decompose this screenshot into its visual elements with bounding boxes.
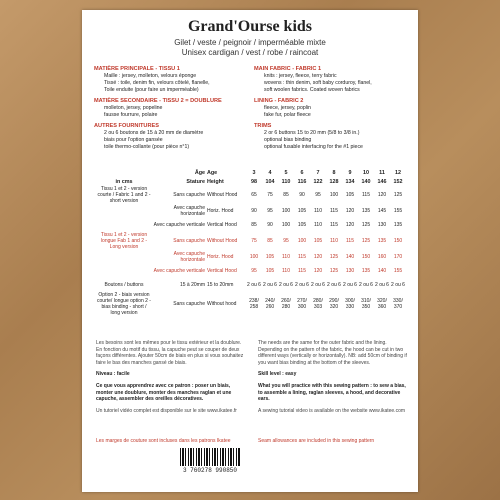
main-fabric-line: Tissé : toile, denim fin, velours côtelé, flanelle,	[104, 80, 210, 86]
value-cell: 85	[283, 192, 289, 198]
value-cell: 110	[314, 208, 322, 214]
value-cell: 100	[297, 238, 307, 244]
value-cell: 125	[361, 222, 371, 228]
value-cell: 105	[265, 254, 275, 260]
value-cell: 115	[330, 222, 338, 228]
height-cell: 152	[393, 178, 403, 185]
fabrics-fr	[94, 66, 244, 151]
age-label-en: Age	[207, 169, 218, 176]
value-cell: 105	[313, 238, 323, 244]
value-cell: 115	[330, 208, 338, 214]
value-cell: 105	[345, 192, 355, 198]
value-cell: 110	[314, 222, 322, 228]
lining-line: fake fur, polar fleece	[264, 112, 311, 118]
age-cell: 10	[363, 169, 369, 176]
row-option-fr: Sans capuche	[173, 192, 205, 198]
value-cell: 105	[297, 222, 307, 228]
main-fabric-line: soft woolen fabrics. Coated woven fabrics	[264, 87, 360, 93]
value-cell: 100	[281, 208, 291, 214]
fabrics-en	[254, 66, 412, 151]
second-fabric-line: fausse fourrure, polaire	[104, 112, 158, 118]
height-cell: 122	[313, 178, 323, 185]
value-cell: 2 ou 6	[375, 282, 389, 288]
lining-line: fleece, jersey, poplin	[264, 105, 311, 111]
value-cell: 100	[281, 222, 291, 228]
value-cell: 120	[345, 222, 355, 228]
notes-paragraph-fr: Les besoins sont les mêmes pour le tissu extérieur et la doublure. En fonction du motif du tissu, la capuche peut se couper de deux façons différentes. Ajouter 50cm de biais en plus si vous souhaitez faire le bas des manches gansé de biais.	[96, 340, 244, 366]
value-cell: 95	[251, 268, 257, 274]
notes-fr	[96, 340, 246, 414]
value-cell: 110	[282, 268, 290, 274]
value-cell: 105	[265, 268, 275, 274]
value-cell: 125	[393, 192, 403, 198]
value-cell: 2 ou 6	[247, 282, 261, 288]
trims-line: 2 or 6 buttons 15 to 20 mm (5/8 to 3/8 in.)	[264, 130, 360, 136]
value-cell: 2 ou 6	[359, 282, 373, 288]
second-fabric-line: molleton, jersey, popeline	[104, 105, 163, 111]
pattern-title: Grand'Ourse kids	[187, 18, 313, 35]
age-cell: 7	[316, 169, 320, 176]
skill-level-en: Skill level : easy	[258, 371, 297, 378]
age-cell: 12	[395, 169, 401, 176]
subtitle-en: Unisex cardigan / vest / robe / raincoat	[181, 48, 319, 57]
table-row	[96, 292, 406, 316]
value-cell: 130	[377, 222, 387, 228]
value-cell: 135	[361, 268, 371, 274]
value-cell: 330/ 370	[393, 298, 403, 310]
row-option-fr: Avec capuche verticale	[153, 222, 205, 228]
seam-note-fr: Les marges de couture sont incluses dans les patrons Ikatee	[96, 438, 231, 444]
row-option-en: Without Hood	[207, 238, 238, 244]
value-cell: 95	[267, 208, 273, 214]
value-cell: 160	[377, 254, 387, 260]
value-cell: 260/ 280	[281, 298, 291, 310]
main-fabric-line: wovens : thin denim, soft baby corduroy, flanel,	[264, 80, 372, 86]
row-group-label: Tissu 1 et 2 - version longue Fab 1 and 2 - Long version	[100, 232, 148, 250]
value-cell: 150	[393, 238, 403, 244]
value-cell: 95	[315, 192, 321, 198]
second-fabric-heading-fr: MATIÈRE SECONDAIRE - TISSU 2 = DOUBLURE	[94, 98, 222, 104]
row-option-fr: Sans capuche	[173, 238, 205, 244]
value-cell: 240/ 260	[265, 298, 275, 310]
row-option-fr: Avec capuche horizontale	[173, 251, 205, 263]
row-group-label	[96, 250, 152, 264]
row-group-label	[96, 264, 152, 278]
row-group-label	[96, 218, 152, 232]
value-cell: 320/ 360	[377, 298, 387, 310]
age-cell: 4	[268, 169, 272, 176]
value-cell: 115	[346, 238, 354, 244]
table-row	[96, 250, 406, 264]
value-cell: 65	[251, 192, 257, 198]
value-cell: 2 ou 6	[295, 282, 309, 288]
table-row	[96, 264, 406, 278]
other-supply-line: toile thermo-collante (pour pièce n°1)	[104, 144, 190, 150]
table-header-age	[96, 168, 406, 177]
value-cell: 85	[267, 238, 273, 244]
value-cell: 100	[249, 254, 259, 260]
value-cell: 105	[297, 208, 307, 214]
value-cell: 150	[361, 254, 371, 260]
value-cell: 238/ 258	[249, 298, 259, 310]
learn-text-fr: Ce que vous apprendrez avec ce patron : poser un biais, monter une doublure, monter des manches raglan et une capuche, assembler des oreilles décoratives.	[96, 382, 232, 403]
notes-paragraph-en: The needs are the same for the outer fabric and the lining. Depending on the pattern of the fabric, the hood can be cut in two different ways (vertically or horizontally). NB: add 50cm of binding if you want bias binding at the bottom of the sleeves.	[258, 340, 407, 366]
table-header-height	[96, 177, 406, 186]
row-group-label: Option 2 - biais version courte/ longue option 2 - bias binding - short / long version	[97, 292, 151, 316]
row-option-fr: Avec capuche verticale	[153, 268, 205, 274]
value-cell: 155	[393, 208, 403, 214]
fabric-requirements-table	[96, 168, 406, 316]
value-cell: 120	[345, 208, 355, 214]
age-cell: 3	[252, 169, 256, 176]
value-cell: 100	[329, 192, 339, 198]
value-cell: 125	[329, 268, 339, 274]
value-cell: 110	[330, 238, 338, 244]
row-option-en: 15 to 20mm	[207, 282, 234, 288]
stature-label-fr: Stature	[186, 178, 205, 185]
age-cell: 8	[332, 169, 336, 176]
row-group-label: Boutons / buttons	[104, 282, 144, 288]
value-cell: 115	[298, 254, 306, 260]
row-option-en: Horiz. Hood	[207, 208, 234, 214]
value-cell: 110	[282, 254, 290, 260]
video-text-en: A sewing tutorial video is available on the website www.ikatee.com	[258, 407, 406, 414]
lining-heading-en: LINING - FABRIC 2	[254, 98, 304, 104]
unit-label: in cms	[115, 178, 133, 185]
value-cell: 290/ 320	[329, 298, 339, 310]
value-cell: 155	[393, 268, 403, 274]
height-cell: 116	[297, 178, 307, 185]
other-supplies-heading-fr: AUTRES FOURNITURES	[94, 123, 159, 129]
age-cell: 6	[300, 169, 304, 176]
row-option-en: Vertical Hood	[207, 222, 237, 228]
row-option-en: Without Hood	[207, 192, 238, 198]
value-cell: 140	[377, 268, 387, 274]
height-cell: 104	[265, 178, 275, 185]
row-option-en: Without hood	[207, 301, 237, 307]
table-row	[96, 204, 406, 218]
notes-en	[258, 340, 408, 414]
table-row	[96, 232, 406, 250]
value-cell: 95	[283, 238, 289, 244]
learn-text-en: What you will practice with this sewing pattern : to sew a bias, to assemble a lining, raglan sleeves, a hood, and decorative ears.	[258, 382, 406, 403]
value-cell: 90	[251, 208, 257, 214]
height-cell: 128	[329, 178, 339, 185]
value-cell: 130	[345, 268, 355, 274]
age-cell: 9	[348, 169, 352, 176]
row-option-en: Vertical Hood	[207, 268, 237, 274]
value-cell: 2 ou 6	[391, 282, 405, 288]
value-cell: 120	[313, 254, 323, 260]
value-cell: 90	[299, 192, 305, 198]
value-cell: 170	[393, 254, 403, 260]
value-cell: 125	[329, 254, 339, 260]
value-cell: 120	[377, 192, 387, 198]
value-cell: 270/ 300	[297, 298, 307, 310]
age-cell: 11	[379, 169, 385, 176]
row-option-fr: Avec capuche horizontale	[173, 205, 205, 217]
value-cell: 135	[377, 238, 387, 244]
height-cell: 134	[345, 178, 355, 185]
row-group-label: Tissu 1 et 2 - version courte / Fabric 1 and 2 - short version	[97, 186, 151, 204]
value-cell: 75	[267, 192, 273, 198]
value-cell: 310/ 350	[361, 298, 371, 310]
row-option-fr: Sans capuche	[173, 301, 205, 307]
height-cell: 110	[281, 178, 291, 185]
value-cell: 75	[251, 238, 257, 244]
value-cell: 85	[251, 222, 257, 228]
value-cell: 135	[393, 222, 403, 228]
main-fabric-line: Maille : jersey, molleton, velours éponge	[104, 73, 197, 79]
value-cell: 140	[345, 254, 355, 260]
other-supply-line: biais pour l'option gansée	[104, 137, 163, 143]
value-cell: 2 ou 6	[279, 282, 293, 288]
barcode	[180, 448, 240, 466]
value-cell: 280/ 303	[313, 298, 323, 310]
value-cell: 115	[362, 192, 370, 198]
value-cell: 2 ou 6	[263, 282, 277, 288]
height-cell: 98	[251, 178, 257, 185]
value-cell: 125	[361, 238, 371, 244]
table-row	[96, 278, 406, 292]
trims-line: optional bias binding	[264, 137, 312, 143]
video-text-fr: Un tutoriel vidéo complet est disponible sur le site www.ikatee.fr	[96, 407, 237, 414]
height-cell: 146	[377, 178, 387, 185]
value-cell: 135	[361, 208, 371, 214]
pattern-card	[82, 10, 418, 492]
skill-level-fr: Niveau : facile	[96, 371, 130, 378]
age-label-fr: Âge	[194, 169, 205, 176]
value-cell: 90	[267, 222, 273, 228]
value-cell: 145	[377, 208, 387, 214]
age-cell: 5	[284, 169, 288, 176]
main-fabric-heading-fr: MATIÈRE PRINCIPALE - TISSU 1	[94, 66, 180, 72]
seam-note-en: Seam allowances are included in this sewing pattern	[258, 438, 375, 444]
row-option-fr: 15 à 20mm	[179, 282, 205, 288]
subtitle-fr: Gilet / veste / peignoir / imperméable mixte	[174, 38, 326, 47]
value-cell: 300/ 330	[345, 298, 355, 310]
height-cell: 140	[361, 178, 371, 185]
main-fabric-line: Toile enduite (pour faire un imperméable)	[104, 87, 199, 93]
row-option-en: Horiz. Hood	[207, 254, 234, 260]
table-row	[96, 186, 406, 204]
table-row	[96, 218, 406, 232]
value-cell: 115	[298, 268, 306, 274]
value-cell: 2 ou 6	[311, 282, 325, 288]
value-cell: 2 ou 6	[343, 282, 357, 288]
main-fabric-heading-en: MAIN FABRIC - FABRIC 1	[254, 66, 322, 72]
value-cell: 120	[313, 268, 323, 274]
main-fabric-line: knits : jersey, fleece, terry fabric	[264, 73, 337, 79]
barcode-number: 3 760278 990850	[182, 467, 237, 474]
row-group-label	[96, 204, 152, 218]
other-supply-line: 2 ou 6 boutons de 15 à 20 mm de diamètre	[104, 130, 204, 136]
trims-line: optional fusable interfacing for the #1 piece	[264, 144, 363, 150]
value-cell: 2 ou 6	[327, 282, 341, 288]
trims-heading-en: TRIMS	[254, 123, 272, 129]
height-label-en: Height	[207, 178, 224, 185]
